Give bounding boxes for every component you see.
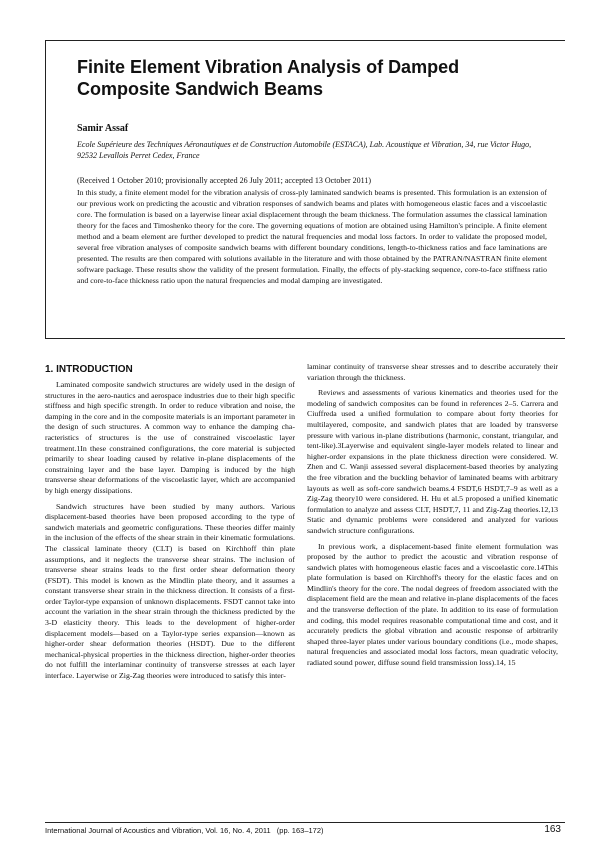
intro-paragraph: Reviews and assessments of various kinematics and theories used for the modeling of sandwich composites can be found in references 2–5. Carrera and Ciuffreda used a unified formulation to compare about forty theories for multilayered, composite, and sandwich plates that are loaded by transverse pressure with various in-plane distributions (harmonic, constant, triangular, and tent-like).3Layerwise and equivalent single-layer models related to linear and higher-order expansions in the plate thickness direction were considered. W. Zhen and C. Wanji assessed several displacement-based theories by analyzing the free vibration and the buckling behavior of laminated beams with arbitrary layouts as well as soft-core sandwich beams.4 FSDT,6 HSDT,7–9 as well as a Zig-Zag theory10 were considered. H. Hu et al.5 proposed a unified kinematic formulation to analyze and assess CLT, HSDT,7, 11 and Zig-Zag theories.12,13 Static and dynamic problems were considered and analyzed for various sandwich structure configurations. xyxy=(307,388,558,535)
page-number: 163 xyxy=(544,824,561,835)
intro-paragraph: Sandwich structures have been studied by many authors. Various displacement-based theories have been proposed according to the type of sandwich materials and geometric configurations. These theories differ mainly in the inclusion of the effects of the shear strain in their kinematic formulations. The classical laminate theory (CLT) is based on Kirchhoff thin plate assumptions, and it neglects the transverse shear strains. The inclusion of transverse shear strains leads to the first order shear deformation theory (FSDT). This model is known as the Mindlin plate theory, and it assumes a constant transverse shear strain in the thickness direction. It consists of a first-order Taylor-type expansion of unknown displacements. FSDT cannot take into account the variation in the shear strain through the thickness predicted by the 3-D elasticity theory. This leads to the development of higher-order displacement models—based on a Taylor-type series expansion—known as higher-order shear deformation theories (HSDT). Due to the different mechanical-physical properties in the thickness direction, higher-order theories do not fulfill the interlaminar continuity of transverse stresses at each layer interface. Layerwise or Zig-Zag theories were introduced to satisfy this inter- xyxy=(45,501,295,681)
page-range: (pp. 163–172) xyxy=(276,826,324,835)
section-heading-introduction: 1. INTRODUCTION xyxy=(45,364,133,375)
footer-rule xyxy=(45,822,565,823)
left-column xyxy=(45,380,295,687)
intro-paragraph: Laminated composite sandwich structures are widely used in the design of structures in the aero-nautics and aerospace industries due to their high specific stiffness and high specific strength. In order to reduce vibration and noise, the damping in the core and in the composite materials is an important parameter in the design of such structures. A common way to enhance the damping cha-racteristics of structures is the use of constrained viscoelastic layer treatment.1In these constrained configurations, the core material is subjected primarily to shear loading caused by relative in-plane displacements of the constraining layer and the base layer. Damping is induced by the high transverse shear deformations of the viscoelastic layer, which are accompanied by high energy dissipations. xyxy=(45,380,295,495)
header-top-rule xyxy=(45,40,565,41)
author-affiliation: Ecole Supérieure des Techniques Aéronautiques et de Construction Automobile (ESTACA), Lab. Acoustique et Vibration, 34, rue Victor Hugo, 92532 Levallois Perret Cedex, France xyxy=(77,140,532,160)
right-column xyxy=(307,362,558,674)
page-footer xyxy=(45,826,565,835)
received-dates: (Received 1 October 2010; provisionally accepted 26 July 2011; accepted 13 October 2011) xyxy=(77,176,371,185)
header-left-rule xyxy=(45,40,46,338)
paper-title: Finite Element Vibration Analysis of Damped Composite Sandwich Beams xyxy=(77,57,460,99)
journal-citation: International Journal of Acoustics and Vibration, Vol. 16, No. 4, 2011 xyxy=(45,826,271,835)
author-name: Samir Assaf xyxy=(77,123,129,134)
abstract: In this study, a finite element model for the vibration analysis of cross-ply laminated sandwich beams is presented. This formulation is an extension of our previous work on predicting the acoustic and vibration responses of sandwich beams and plates with homogeneous elastic faces and a viscoelastic core. The formulation is based on a layerwise linear axial displacement through the beam thickness. The formulation assumes the classical lamination theory for the faces and Timoshenko theory for the core. The governing equations of motion are obtained using Hamilton's principle. A finite element method and a beam element are further developed to predict the natural frequencies and modal loss factors. In order to validate the proposed model, several free vibration analyses of composite sandwich beams with different boundary conditions, length-to-thickness ratios and face laminations are presented. The results are then compared with solutions available in the literature and with those obtained by the PATRAN/NASTRAN finite element software package. These results show the validity of the present formulation. Finally, the effects of ply-stacking sequence, core-to-face stiffness ratio and core-to-face thickness ratio upon the natural frequencies and modal damping are investigated. xyxy=(77,188,547,285)
intro-paragraph: laminar continuity of transverse shear stresses and to describe accurately their variation through the thickness. xyxy=(307,362,558,382)
intro-paragraph: In previous work, a displacement-based finite element formulation was proposed by the author to predict the acoustic and vibration response of sandwich plates with homogeneous elastic faces and a viscoelastic core.14This plate formulation is based on Kirchhoff's theory for the elastic faces and on Mindlin's theory for the core. The nodal degrees of freedom associated with the displacement field are the mean and relative in-plane displacements of the faces and the transverse deflection of the plate. In addition to its ease of formulation and coding, this model requires reasonable computational time and cost, and it accurately predicts the global vibration and acoustic response of arbitrarily shaped three-layer plates under various boundary conditions (i.e., mode shapes, natural frequencies and associated modal loss factors, mean quadratic velocity, radiated sound power, diffuse sound field transmission loss).14, 15 xyxy=(307,541,558,668)
abstract-bottom-rule xyxy=(45,338,565,339)
